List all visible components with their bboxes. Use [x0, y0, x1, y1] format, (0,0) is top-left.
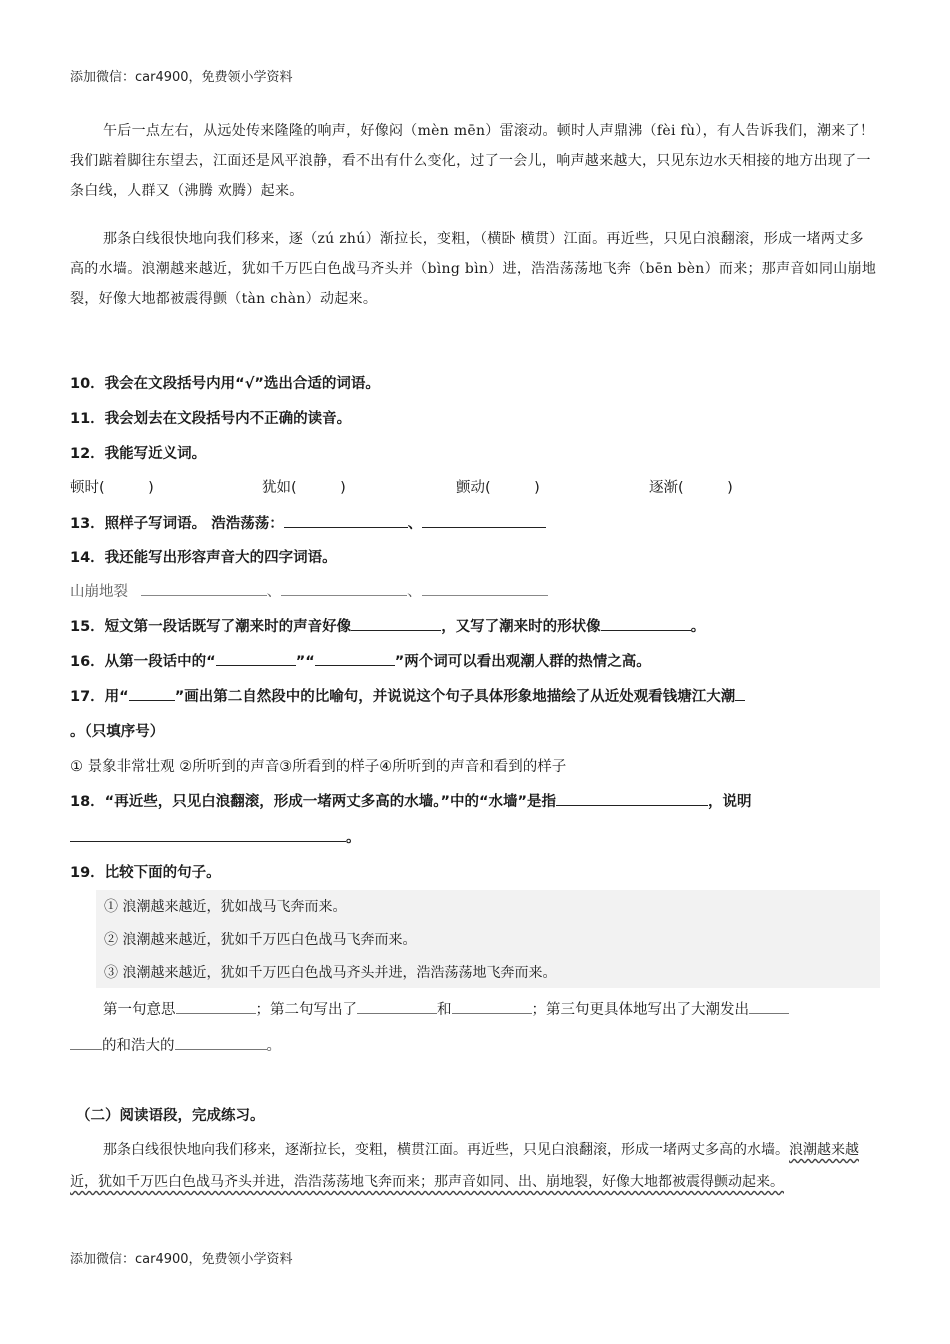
question-17-options: ① 景象非常壮观 ②所听到的声音③所看到的样子④所听到的声音和看到的样子: [70, 759, 567, 775]
comparison-sentences-box: [96, 890, 880, 988]
synonym-item: 颤动( ): [456, 480, 540, 496]
q13-text: 13．照样子写词语。 浩浩荡荡：: [70, 516, 284, 532]
answer-blank[interactable]: [749, 999, 789, 1014]
answer-blank[interactable]: [422, 581, 548, 596]
answer-blank[interactable]: [357, 999, 437, 1014]
q19-fill-c: 和: [437, 1002, 452, 1018]
answer-blank[interactable]: [70, 1035, 102, 1050]
comparison-sentence: ① 浪潮越来越近，犹如战马飞奔而来。: [104, 899, 347, 915]
question-18-line-2: [70, 826, 361, 847]
q19-fill-end: 。: [266, 1038, 281, 1054]
question-17-line-2: 。（只填序号）: [70, 724, 165, 740]
q14-example: 山崩地裂: [70, 584, 128, 600]
answer-blank[interactable]: [556, 791, 708, 806]
question-15: [70, 615, 705, 636]
answer-blank[interactable]: [452, 999, 532, 1014]
answer-blank[interactable]: [70, 827, 346, 842]
synonym-item: 顿时( ): [70, 480, 154, 496]
q18-text-a: 18．“再近些，只见白浪翻滚，形成一堵两丈多高的水墙。”中的“水墙”是指: [70, 794, 557, 810]
answer-blank[interactable]: [284, 513, 408, 528]
comparison-sentence: ③ 浪潮越来越近，犹如千万匹白色战马齐头并进，浩浩荡荡地飞奔而来。: [104, 965, 557, 981]
question-19: 19．比较下面的句子。: [70, 865, 221, 881]
question-19-fill-line-2: [70, 1030, 878, 1062]
section-2-paragraph: [70, 1134, 878, 1198]
q19-fill-e: 的和浩大的: [102, 1038, 175, 1054]
question-18: [70, 790, 752, 811]
q16-text-b: ”“: [295, 654, 315, 670]
comparison-sentence: ② 浪潮越来越近，犹如千万匹白色战马飞奔而来。: [104, 932, 417, 948]
question-16: [70, 650, 651, 671]
answer-blank[interactable]: [175, 1035, 267, 1050]
q16-text-a: 16．从第一段话中的“: [70, 654, 216, 670]
answer-blank[interactable]: [216, 651, 296, 666]
q15-text-a: 15．短文第一段话既写了潮来时的声音好像: [70, 619, 352, 635]
q19-fill-b: ；第二句写出了: [255, 1002, 357, 1018]
synonym-item: 犹如( ): [262, 480, 346, 496]
section-2-wavy-text: 浪潮越来越近，犹如千万匹白色战马齐头并进，浩浩荡荡地飞奔而来；那声音如同、出、崩地裂，好像大地都被震得颤动起来。: [70, 1142, 859, 1190]
passage-paragraph-1: 午后一点左右，从远处传来隆隆的响声，好像闷（mèn mēn）雷滚动。顿时人声鼎沸（fèi fù），有人告诉我们，潮来了！我们踮着脚往东望去，江面还是风平浪静，看不出有什么变化，过了一会儿，响声越来越大，只见东边水天相接的地方出现了一条白线，人群又（沸腾 欢腾）起来。: [70, 123, 875, 199]
q17-text-b: ”画出第二自然段中的比喻句，并说说这个句子具体形象地描绘了从近处观看钱塘江大潮: [174, 689, 736, 705]
question-19-fill: [70, 994, 878, 1026]
question-14: 14．我还能写出形容声音大的四字词语。: [70, 550, 337, 566]
question-12: 12．我能写近义词。: [70, 446, 207, 462]
answer-blank[interactable]: [129, 686, 175, 701]
q14-separator: 、: [407, 584, 422, 600]
answer-blank[interactable]: [601, 616, 691, 631]
answer-blank[interactable]: [281, 581, 407, 596]
answer-blank[interactable]: [422, 513, 546, 528]
question-13: [70, 512, 546, 533]
answer-blank[interactable]: [735, 686, 745, 701]
answer-blank[interactable]: [141, 581, 267, 596]
section-2-text: 那条白线很快地向我们移来，逐渐拉长，变粗，横贯江面。再近些，只见白浪翻滚，形成一堵两丈多高的水墙。: [103, 1142, 789, 1158]
q17-text-a: 17．用“: [70, 689, 129, 705]
synonym-item: 逐渐( ): [649, 480, 733, 496]
question-10: 10．我会在文段括号内用“√”选出合适的词语。: [70, 376, 380, 392]
q14-separator: 、: [266, 584, 282, 600]
q16-text-c: ”两个词可以看出观潮人群的热情之高。: [394, 654, 651, 670]
answer-blank[interactable]: [315, 651, 395, 666]
watermark-top: 添加微信：car4900，免费领小学资料: [70, 70, 293, 85]
q18-end: 。: [346, 830, 361, 846]
section-2-title: （二）阅读语段，完成练习。: [76, 1108, 265, 1124]
passage-paragraph-2: 那条白线很快地向我们移来，逐（zú zhú）渐拉长，变粗，（横卧 横贯）江面。再近些，只见白浪翻滚，形成一堵两丈多高的水墙。浪潮越来越近，犹如千万匹白色战马齐头并（bìng bìn）进，浩浩荡荡地飞奔（bēn bèn）而来；那声音如同山崩地裂，好像大地都被震得颤（tàn chàn）动起来。: [70, 231, 877, 307]
answer-blank[interactable]: [351, 616, 441, 631]
question-17: [70, 685, 745, 706]
q15-text-b: ，又写了潮来时的形状像: [441, 619, 601, 635]
q18-text-b: ，说明: [708, 794, 752, 810]
q19-fill-a: 第一句意思: [103, 1002, 176, 1018]
question-11: 11．我会划去在文段括号内不正确的读音。: [70, 411, 352, 427]
q15-end: 。: [690, 619, 706, 635]
q19-fill-d: ；第三句更具体地写出了大潮发出: [531, 1002, 749, 1018]
watermark-bottom: 添加微信：car4900，免费领小学资料: [70, 1252, 293, 1267]
answer-blank[interactable]: [176, 999, 256, 1014]
q14-answer-row: [70, 580, 548, 601]
q13-separator: 、: [407, 516, 423, 532]
